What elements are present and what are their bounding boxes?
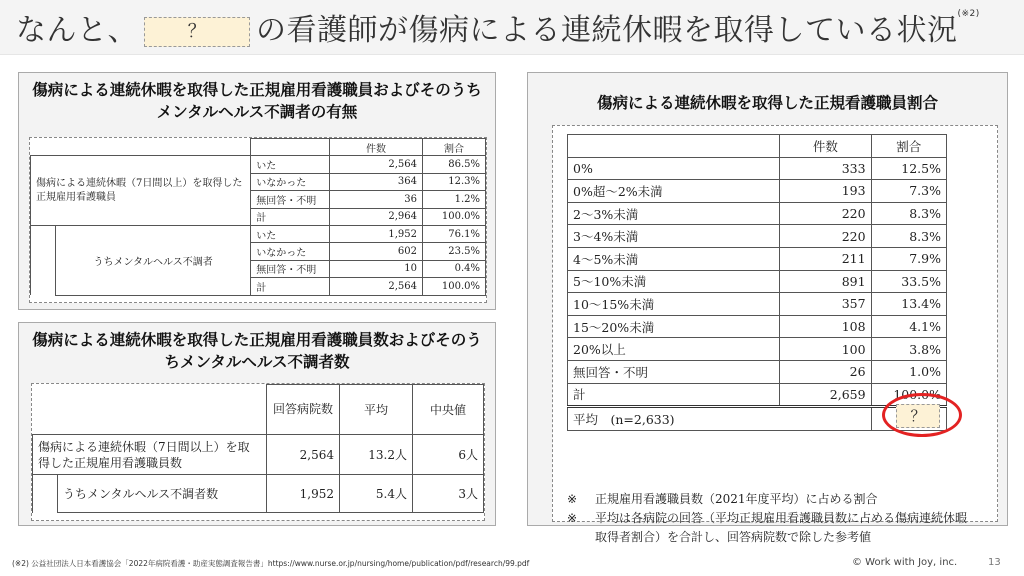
row-ratio: 23.5% (423, 243, 486, 260)
note-item (567, 490, 967, 509)
row-ratio: 3.8% (871, 338, 946, 361)
panel1-table-frame (29, 137, 487, 303)
row-label: いなかった (251, 173, 330, 190)
row-count: 100 (780, 338, 871, 361)
row-ratio: 12.5% (871, 157, 946, 180)
row-label: いなかった (251, 243, 330, 260)
row-label: 無回答・不明 (568, 360, 780, 383)
title-note-mark: (※2) (957, 9, 980, 19)
col-median-header: 中央値 (413, 385, 484, 435)
col-ratio-header: 割合 (871, 135, 946, 158)
title-bar (0, 0, 1024, 55)
row-label: 無回答・不明 (251, 260, 330, 277)
row-ratio: 7.3% (871, 180, 946, 203)
panel2-table-frame (31, 383, 485, 521)
row-ratio: 8.3% (871, 225, 946, 248)
row-label: いた (251, 225, 330, 242)
row-label: 2～3%未満 (568, 202, 780, 225)
row-hospitals: 1,952 (267, 475, 340, 513)
row-label: 3～4%未満 (568, 225, 780, 248)
row-label: 計 (568, 383, 780, 407)
row-count: 2,964 (330, 208, 423, 225)
row-ratio: 33.5% (871, 270, 946, 293)
row-count: 220 (780, 202, 871, 225)
row-count: 891 (780, 270, 871, 293)
row-ratio: 1.2% (423, 191, 486, 208)
panel-leave-counts (18, 322, 496, 526)
average-blank-box: ？ (896, 404, 940, 428)
panel-leave-ratio (527, 72, 1008, 544)
group1-label: 傷病による連続休暇（7日間以上）を取得した正規雇用看護職員 (31, 156, 251, 226)
note-text: 平均は各病院の回答（平均正規雇用看護職員数に占める傷病連続休暇取得者割合）を合計し、回答病院数で除した参考値 (595, 511, 968, 544)
row-median: 3人 (413, 475, 484, 513)
row-count: 220 (780, 225, 871, 248)
panel2-title: 傷病による連続休暇を取得した正規雇用看護職員数およびそのうちメンタルヘルス不調者数 (32, 331, 482, 371)
row-label: 4～5%未満 (568, 247, 780, 270)
source-footnote: (※2) 公益社団法人日本看護協会「2022年病院看護・助産実態調査報告書」https://www.nurse.or.jp/nursing/home/publication/pdf/research/99.pdf (12, 559, 530, 568)
row-ratio: 13.4% (871, 293, 946, 316)
row-count: 2,659 (780, 383, 871, 407)
row-label: 5～10%未満 (568, 270, 780, 293)
row-ratio: 100.0% (423, 278, 486, 295)
panel3-table-frame (552, 125, 998, 544)
panel1-title: 傷病による連続休暇を取得した正規雇用看護職員およびそのうちメンタルヘルス不調者の有無 (32, 81, 482, 121)
title-post: の看護師が傷病による連続休暇を取得している状況 (256, 13, 958, 48)
row-hospitals: 2,564 (267, 435, 340, 475)
row-label: 0% (568, 157, 780, 180)
row-avg: 13.2人 (340, 435, 413, 475)
row-ratio: 12.3% (423, 173, 486, 190)
row-count: 2,564 (330, 156, 423, 173)
row-count: 108 (780, 315, 871, 338)
row-count: 10 (330, 260, 423, 277)
row-ratio: 100.0% (423, 208, 486, 225)
row-ratio: 0.4% (423, 260, 486, 277)
row-ratio: 86.5% (423, 156, 486, 173)
panel2-table (32, 384, 484, 513)
row-label: うちメンタルヘルス不調者数 (58, 475, 267, 513)
group2-label: うちメンタルヘルス不調者 (56, 225, 251, 295)
row-count: 1,952 (330, 225, 423, 242)
panel1-table (30, 138, 486, 296)
row-label: 無回答・不明 (251, 191, 330, 208)
row-label: 10～15%未満 (568, 293, 780, 316)
row-ratio: 1.0% (871, 360, 946, 383)
row-label: いた (251, 156, 330, 173)
row-median: 6人 (413, 435, 484, 475)
row-avg: 5.4人 (340, 475, 413, 513)
panel3-table (567, 134, 947, 431)
row-count: 26 (780, 360, 871, 383)
row-ratio: 8.3% (871, 202, 946, 225)
avg-row-label: 平均 (n=2,633) (568, 407, 872, 431)
row-count: 357 (780, 293, 871, 316)
row-label: 計 (251, 208, 330, 225)
row-count: 36 (330, 191, 423, 208)
page-number: 13 (988, 557, 1001, 568)
col-avg-header: 平均 (340, 385, 413, 435)
highlight-circle (882, 393, 962, 437)
row-count: 364 (330, 173, 423, 190)
title-pre: なんと、 (16, 13, 138, 48)
row-count: 333 (780, 157, 871, 180)
col-ratio-header: 割合 (423, 139, 486, 156)
note-item (567, 509, 967, 547)
note-mark: ※ (567, 511, 578, 525)
row-count: 602 (330, 243, 423, 260)
row-ratio: 100.0% (871, 383, 946, 407)
panel3-notes (567, 490, 967, 547)
row-ratio: 7.9% (871, 247, 946, 270)
row-ratio: 4.1% (871, 315, 946, 338)
row-ratio: 76.1% (423, 225, 486, 242)
row-label: 20%以上 (568, 338, 780, 361)
col-count-header: 件数 (330, 139, 423, 156)
note-mark: ※ (567, 492, 578, 506)
row-label: 計 (251, 278, 330, 295)
title-blank-box: ？ (144, 17, 250, 47)
copyright: © Work with Joy, inc. (852, 557, 958, 568)
slide-title (16, 5, 980, 49)
row-label: 傷病による連続休暇（7日間以上）を取得した正規雇用看護職員数 (33, 435, 267, 475)
col-hospitals-header: 回答病院数 (267, 385, 340, 435)
row-count: 211 (780, 247, 871, 270)
panel3-title: 傷病による連続休暇を取得した正規看護職員割合 (596, 94, 938, 112)
panel-leave-and-mental-health (18, 72, 496, 310)
row-label: 0%超～2%未満 (568, 180, 780, 203)
row-label: 15～20%未満 (568, 315, 780, 338)
col-count-header: 件数 (780, 135, 871, 158)
row-count: 193 (780, 180, 871, 203)
row-count: 2,564 (330, 278, 423, 295)
note-text: 正規雇用看護職員数（2021年度平均）に占める割合 (595, 492, 878, 506)
